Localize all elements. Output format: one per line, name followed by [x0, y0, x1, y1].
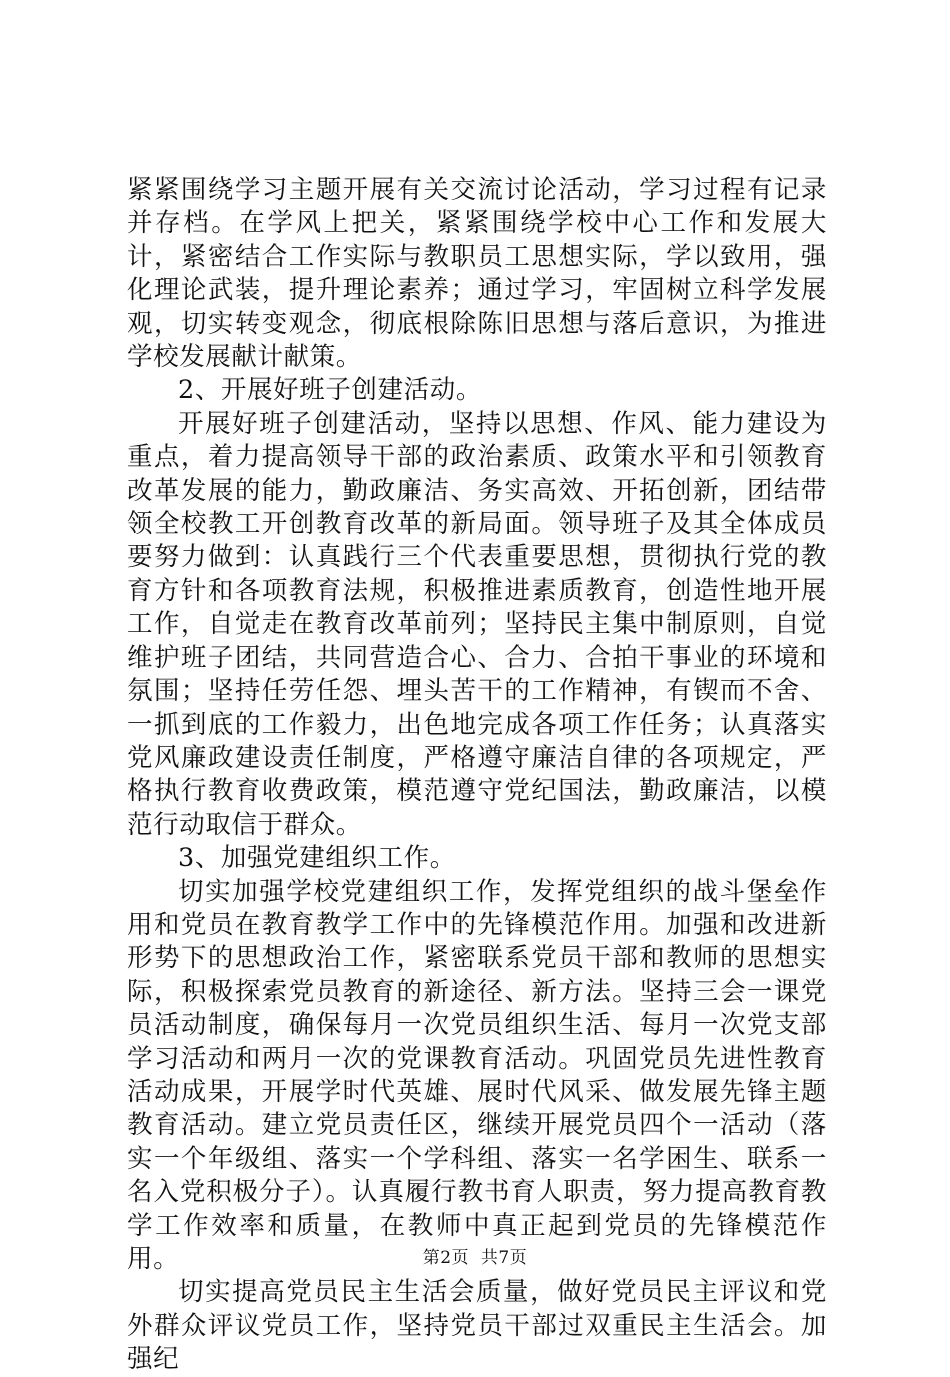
page-footer: [0, 1243, 950, 1268]
page-total: 共7页: [480, 1248, 528, 1268]
paragraph-4: 切实提高党员民主生活会质量，做好党员民主评议和党外群众评议党员工作，坚持党员干部过双重民主生活会。加强纪: [127, 1277, 827, 1375]
section-heading-3: 3、加强党建组织工作。: [178, 843, 456, 874]
page-number: 第2页: [422, 1248, 470, 1268]
paragraph-3: 切实加强学校党建组织工作，发挥党组织的战斗堡垒作用和党员在教育教学工作中的先锋模范作用。加强和改进新形势下的思想政治工作，紧密联系党员干部和教师的思想实际，积极探索党员教育的新途径、新方法。坚持三会一课党员活动制度，确保每月一次党员组织生活、每月一次党支部学习活动和两月一次的党课教育活动。巩固党员先进性教育活动成果，开展学时代英雄、展时代风采、做发展先锋主题教育活动。建立党员责任区，继续开展党员四个一活动（落实一个年级组、落实一个学科组、落实一名学困生、联系一名入党积极分子）。认真履行教书育人职责，努力提高教育教学工作效率和质量，在教师中真正起到党员的先锋模范作用。: [127, 876, 827, 1274]
paragraph-1: 紧紧围绕学习主题开展有关交流讨论活动，学习过程有记录并存档。在学风上把关，紧紧围绕学校中心工作和发展大计，紧密结合工作实际与教职员工思想实际，学以致用，强化理论武装，提升理论素养；通过学习，牢固树立科学发展观，切实转变观念，彻底根除陈旧思想与落后意识，为推进学校发展献计献策。: [127, 175, 827, 373]
footer-separator: [469, 1248, 481, 1268]
document-body: [127, 174, 827, 1377]
section-heading-2: 2、开展好班子创建活动。: [178, 375, 482, 406]
paragraph-2: 开展好班子创建活动，坚持以思想、作风、能力建设为重点，着力提高领导干部的政治素质、政策水平和引领教育改革发展的能力，勤政廉洁、务实高效、开拓创新，团结带领全校教工开创教育改革的新局面。领导班子及其全体成员要努力做到：认真践行三个代表重要思想，贯彻执行党的教育方针和各项教育法规，积极推进素质教育，创造性地开展工作，自觉走在教育改革前列；坚持民主集中制原则，自觉维护班子团结，共同营造合心、合力、合拍干事业的环境和氛围；坚持任劳任怨、埋头苦干的工作精神，有锲而不舍、一抓到底的工作毅力，出色地完成各项工作任务；认真落实党风廉政建设责任制度，严格遵守廉洁自律的各项规定，严格执行教育收费政策，模范遵守党纪国法，勤政廉洁，以模范行动取信于群众。: [127, 408, 827, 840]
